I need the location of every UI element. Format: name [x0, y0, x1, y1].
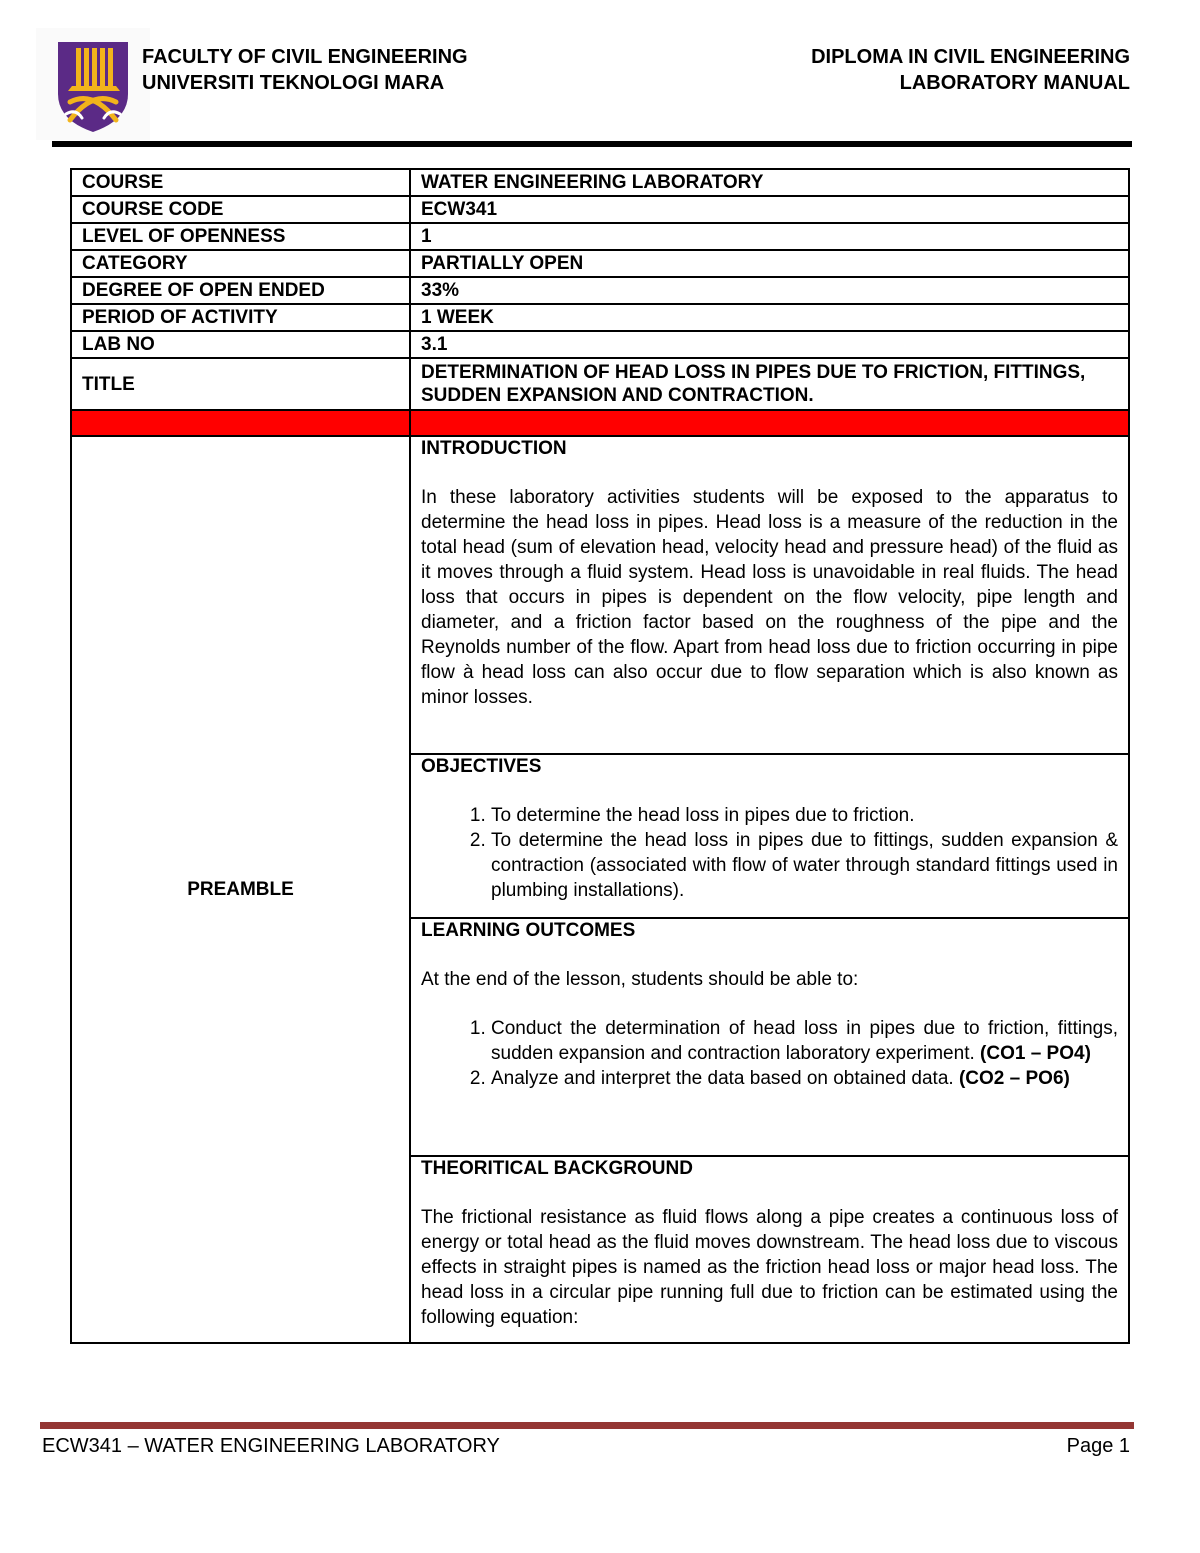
uitm-crest-icon [36, 28, 150, 140]
outcome-tag: (CO2 – PO6) [958, 1068, 1070, 1089]
faculty-name: FACULTY OF CIVIL ENGINEERING [142, 46, 468, 68]
header-divider [52, 141, 1132, 147]
list-item: 2. To determine the head loss in pipes due to fittings, sudden expansion & contraction (associated with flow of water through standard fittings used in plumbing installations). [491, 828, 1118, 903]
university-name: UNIVERSITI TEKNOLOGI MARA [142, 72, 445, 94]
objectives-section [410, 754, 1129, 918]
row-label: LEVEL OF OPENNESS [71, 223, 410, 250]
table-row [71, 277, 1129, 304]
row-value: WATER ENGINEERING LABORATORY [410, 169, 1129, 196]
row-value: 1 [410, 223, 1129, 250]
title-row [71, 358, 1129, 410]
manual-name: LABORATORY MANUAL [899, 72, 1130, 94]
row-value: ECW341 [410, 196, 1129, 223]
red-band-right [410, 410, 1129, 436]
row-label: COURSE CODE [71, 196, 410, 223]
learning-outcomes-heading: LEARNING OUTCOMES [421, 920, 636, 941]
row-label: CATEGORY [71, 250, 410, 277]
row-value: 3.1 [410, 331, 1129, 358]
theoretical-background-heading: THEORITICAL BACKGROUND [421, 1158, 693, 1179]
table-row [71, 250, 1129, 277]
table-row [71, 304, 1129, 331]
row-label: PERIOD OF ACTIVITY [71, 304, 410, 331]
theoretical-background-text: The frictional resistance as fluid flows along a pipe creates a continuous loss of energy or total head as the fluid moves downstream. The head loss due to viscous effects in straight pipes is named as the friction head loss or major head loss. The head loss in a circular pipe running full due to friction can be estimated using the following equation: [421, 1207, 1118, 1328]
diploma-name: DIPLOMA IN CIVIL ENGINEERING [811, 46, 1130, 68]
table-row [71, 331, 1129, 358]
theoretical-background-section [410, 1156, 1129, 1343]
introduction-row [71, 436, 1129, 754]
section-separator [71, 410, 1129, 436]
list-item [491, 1016, 1118, 1066]
red-band-left [71, 410, 410, 436]
footer-divider [40, 1422, 1134, 1429]
objectives-heading: OBJECTIVES [421, 756, 542, 777]
outcome-tag: (CO1 – PO4) [980, 1043, 1091, 1064]
page-number: Page 1 [1066, 1435, 1130, 1457]
introduction-heading: INTRODUCTION [421, 438, 567, 459]
course-info-table [70, 168, 1130, 1344]
title-label: TITLE [71, 358, 410, 410]
row-label: DEGREE OF OPEN ENDED [71, 277, 410, 304]
row-label: COURSE [71, 169, 410, 196]
learning-outcomes-list [421, 1016, 1118, 1091]
university-logo [36, 28, 150, 140]
row-value: PARTIALLY OPEN [410, 250, 1129, 277]
objectives-list [421, 803, 1118, 903]
learning-outcomes-intro: At the end of the lesson, students should be able to: [421, 969, 859, 990]
table-row [71, 196, 1129, 223]
header-right [811, 44, 1130, 96]
outcome-text: Analyze and interpret the data based on obtained data. [491, 1068, 954, 1089]
row-value: 1 WEEK [410, 304, 1129, 331]
learning-outcomes-section [410, 918, 1129, 1156]
introduction-text: In these laboratory activities students will be exposed to the apparatus to determine the head loss in pipes. Head loss is a measure of the reduction in the total head (sum of elevation head, velocity head and pressure head) of the fluid as it moves through a fluid system. Head loss is unavoidable in real fluids. The head loss that occurs in pipes is dependent on the flow velocity, pipe length and diameter, and a friction factor based on the roughness of the pipe and the Reynolds number of the flow. Apart from head loss due to friction occurring in pipe flow à head loss can also occur due to flow separation which is also known as minor losses. [421, 487, 1118, 708]
table-row [71, 223, 1129, 250]
footer-course: ECW341 – WATER ENGINEERING LABORATORY [42, 1435, 500, 1457]
header-left [142, 44, 468, 96]
introduction-section [410, 436, 1129, 754]
lab-title: DETERMINATION OF HEAD LOSS IN PIPES DUE TO FRICTION, FITTINGS, SUDDEN EXPANSION AND CONTRACTION. [410, 358, 1129, 410]
list-item: 1. To determine the head loss in pipes due to friction. [491, 803, 1118, 828]
outcome-text: Conduct the determination of head loss in pipes due to friction, fittings, sudden expansion and contraction laboratory experiment. [491, 1018, 1118, 1064]
list-item [491, 1066, 1118, 1091]
table-row [71, 169, 1129, 196]
preamble-label: PREAMBLE [71, 436, 410, 1343]
row-label: LAB NO [71, 331, 410, 358]
row-value: 33% [410, 277, 1129, 304]
